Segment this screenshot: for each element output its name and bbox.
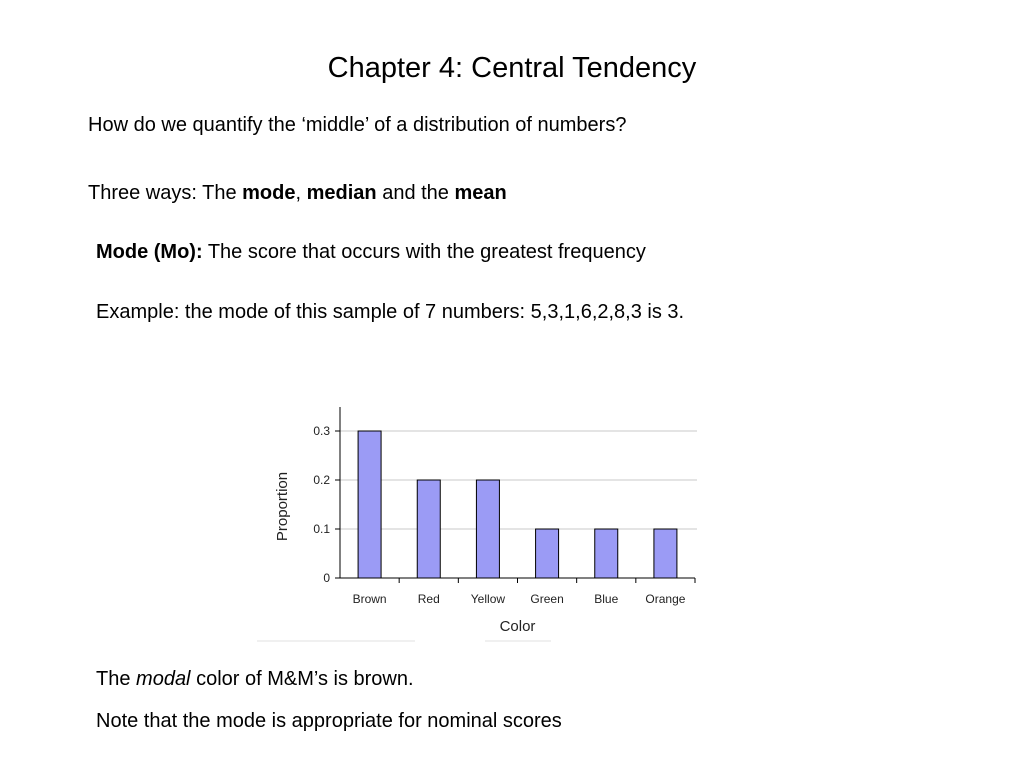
bar-orange (654, 529, 677, 578)
question-text: How do we quantify the ‘middle’ of a distribution of numbers? (88, 114, 627, 136)
bar-red (417, 480, 440, 578)
mode-definition-term: Mode (Mo): (96, 241, 203, 263)
bar-blue (595, 529, 618, 578)
nominal-note: Note that the mode is appropriate for nominal scores (96, 710, 562, 732)
mm-color-bar-chart (255, 395, 715, 650)
mode-definition (96, 239, 646, 265)
modal-note (96, 666, 414, 692)
term-mean: mean (454, 182, 507, 204)
x-tick-label: Yellow (470, 592, 506, 606)
chart-axes (335, 407, 695, 583)
term-median: median (306, 182, 377, 204)
y-tick-label: 0 (323, 571, 330, 585)
y-tick-label: 0.3 (313, 424, 330, 438)
example-text: Example: the mode of this sample of 7 numbers: 5,3,1,6,2,8,3 is 3. (96, 301, 685, 323)
three-ways-comma: , (295, 182, 307, 204)
three-ways-text (88, 180, 507, 206)
bar-yellow (476, 480, 499, 578)
slide-title: Chapter 4: Central Tendency (327, 52, 697, 84)
x-tick-label: Orange (645, 592, 686, 606)
three-ways-prefix: Three ways: The (88, 182, 243, 204)
y-tick-label: 0.2 (313, 473, 330, 487)
x-tick-label: Blue (594, 592, 619, 606)
y-axis-title: Proportion (274, 471, 291, 542)
x-tick-label: Red (417, 592, 440, 606)
modal-note-italic: modal (136, 668, 191, 690)
three-ways-and: and the (376, 182, 455, 204)
modal-note-after: color of M&M’s is brown. (190, 668, 414, 690)
chart-bars (358, 431, 677, 578)
x-axis-title: Color (499, 618, 536, 635)
bar-brown (358, 431, 381, 578)
x-tick-label: Green (530, 592, 564, 606)
modal-note-before: The (96, 668, 137, 690)
y-tick-label: 0.1 (313, 522, 330, 536)
x-tick-label: Brown (352, 592, 387, 606)
bar-green (536, 529, 559, 578)
mode-definition-text: The score that occurs with the greatest frequency (202, 241, 646, 263)
term-mode: mode (242, 182, 296, 204)
